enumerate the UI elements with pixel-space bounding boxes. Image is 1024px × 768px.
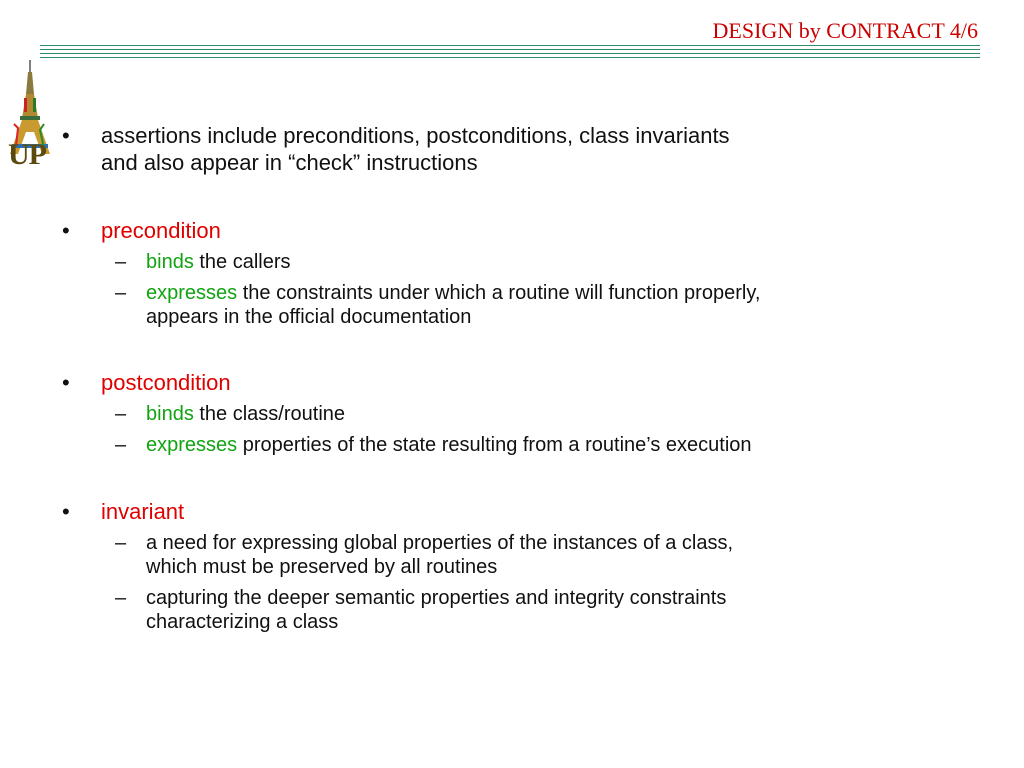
keyword-expresses: expresses [146, 282, 238, 304]
bullet-invariant [58, 498, 958, 525]
postcondition-label: postcondition [101, 370, 231, 395]
header-rule-2 [40, 49, 980, 50]
bullet-icon: • [62, 123, 70, 148]
invariant-sub-semantic [58, 586, 958, 634]
dash-icon: – [115, 532, 127, 554]
header-rule-4 [40, 57, 980, 58]
bullet-precondition [58, 217, 958, 244]
sub-text-line1: a need for expressing global properties of the instances of a class, [146, 532, 734, 554]
slide-title: DESIGN by CONTRACT 4/6 [712, 18, 978, 43]
postcondition-sub-binds [58, 402, 958, 426]
keyword-binds: binds [146, 251, 194, 273]
slide-content [58, 122, 958, 634]
sub-text-line1: capturing the deeper semantic properties and integrity constraints [146, 587, 727, 609]
bullet-assertions-line2: and also appear in “check” instructions [101, 150, 478, 175]
header-rule-3 [40, 53, 980, 54]
invariant-label: invariant [101, 499, 185, 524]
postcondition-sub-expresses [58, 433, 958, 457]
bullet-assertions-line1: assertions include preconditions, postconditions, class invariants [101, 123, 730, 148]
sub-text-line2: appears in the official documentation [146, 306, 472, 328]
bullet-assertions [58, 122, 958, 176]
sub-text-line2: characterizing a class [146, 611, 339, 633]
logo-text: UP [8, 138, 46, 171]
bullet-icon: • [62, 499, 70, 524]
precondition-sub-binds [58, 250, 958, 274]
precondition-label: precondition [101, 218, 221, 243]
header-rule-1 [40, 45, 980, 46]
sub-text: the callers [193, 251, 291, 273]
dash-icon: – [115, 587, 127, 609]
precondition-sub-expresses [58, 281, 958, 329]
bullet-postcondition [58, 369, 958, 396]
sub-text: properties of the state resulting from a routine’s execution [237, 434, 752, 456]
dash-icon: – [115, 282, 127, 304]
sub-text: the constraints under which a routine will function properly, [237, 282, 761, 304]
keyword-binds: binds [146, 403, 194, 425]
bullet-icon: • [62, 370, 70, 395]
invariant-sub-global [58, 531, 958, 579]
header-rules [40, 45, 980, 59]
sub-text-line2: which must be preserved by all routines [146, 556, 498, 578]
dash-icon: – [115, 434, 127, 456]
dash-icon: – [115, 403, 127, 425]
bullet-icon: • [62, 218, 70, 243]
sub-text: the class/routine [193, 403, 346, 425]
dash-icon: – [115, 251, 127, 273]
keyword-expresses: expresses [146, 434, 238, 456]
